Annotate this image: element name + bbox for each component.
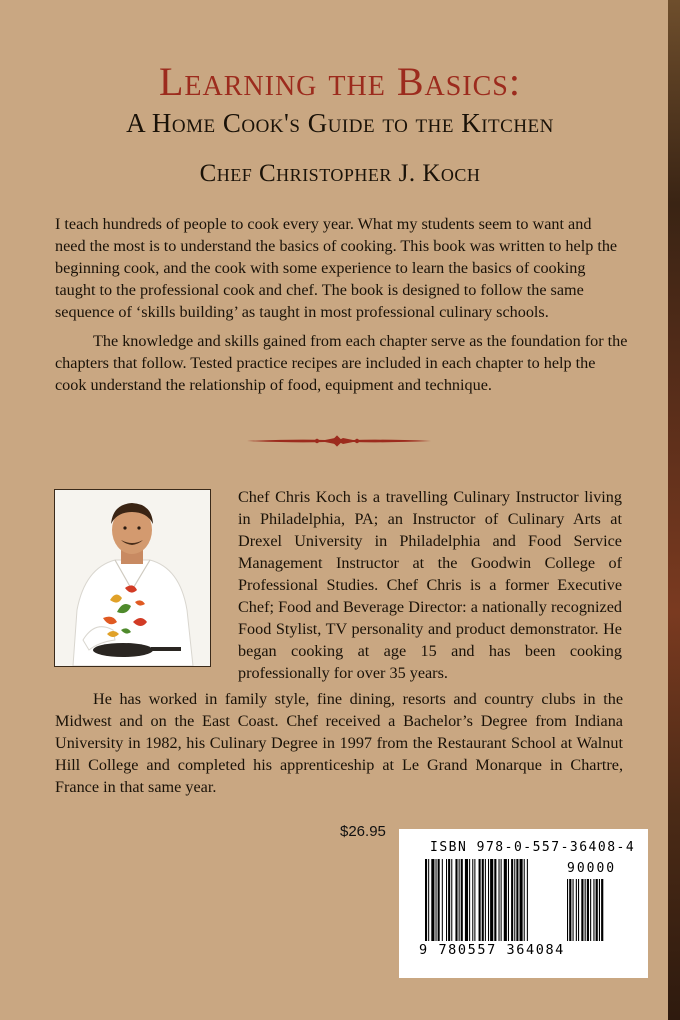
isbn-label: ISBN 978-0-557-36408-4: [430, 840, 636, 855]
chef-photo: [54, 489, 211, 667]
price-label: $26.95: [340, 823, 386, 840]
cover-edge-strip: [668, 0, 680, 1020]
barcode-addon-digits: 90000: [567, 861, 617, 876]
author-name: Chef Christopher J. Koch: [199, 160, 481, 187]
barcode-digits: 9 780557 364084: [419, 942, 565, 958]
isbn-barcode: [399, 829, 648, 978]
second-paragraph: The knowledge and skills gained from each chapter serve as the foundation for the chapters that follow. Tested practice recipes are included in each chapter to help the cook understand the relationship of food, equipment and technique.: [55, 332, 628, 394]
book-subtitle: A Home Cook's Guide to the Kitchen: [126, 108, 554, 138]
book-title: Learning the Basics:: [158, 59, 521, 104]
ornamental-divider: [245, 433, 433, 449]
career-paragraph: He has worked in family style, fine dining, resorts and country clubs in the Midwest and on the East Coast. Chef received a Bachelor’s Degree from Indiana University in 1982, his Culinary Degree in 1997 from the Restaurant School at Walnut Hill College and completed his apprenticeship at Le Grand Monarque in Chartre, France in that same year.: [55, 690, 623, 796]
intro-paragraph: I teach hundreds of people to cook every year. What my students seem to want and need the most is to understand the basics of cooking. This book was written to help the beginning cook, and the cook with some experience to learn the basics of cooking taught to the professional cook and chef. The book is designed to follow the same sequence of ‘skills building’ as taught in most professional culinary schools.: [55, 215, 618, 321]
chef-bio: Chef Chris Koch is a travelling Culinary Instructor living in Philadelphia, PA; an Instructor of Culinary Arts at Drexel University in Philadelphia and Food Service Management Instructor at the Goodwin College of Professional Studies. Chef Chris is a former Executive Chef; Food and Beverage Director: a nationally recognized Food Stylist, TV personality and product demonstrator. He began cooking at age 15 and has been cooking professionally for over 35 years.: [238, 488, 622, 682]
